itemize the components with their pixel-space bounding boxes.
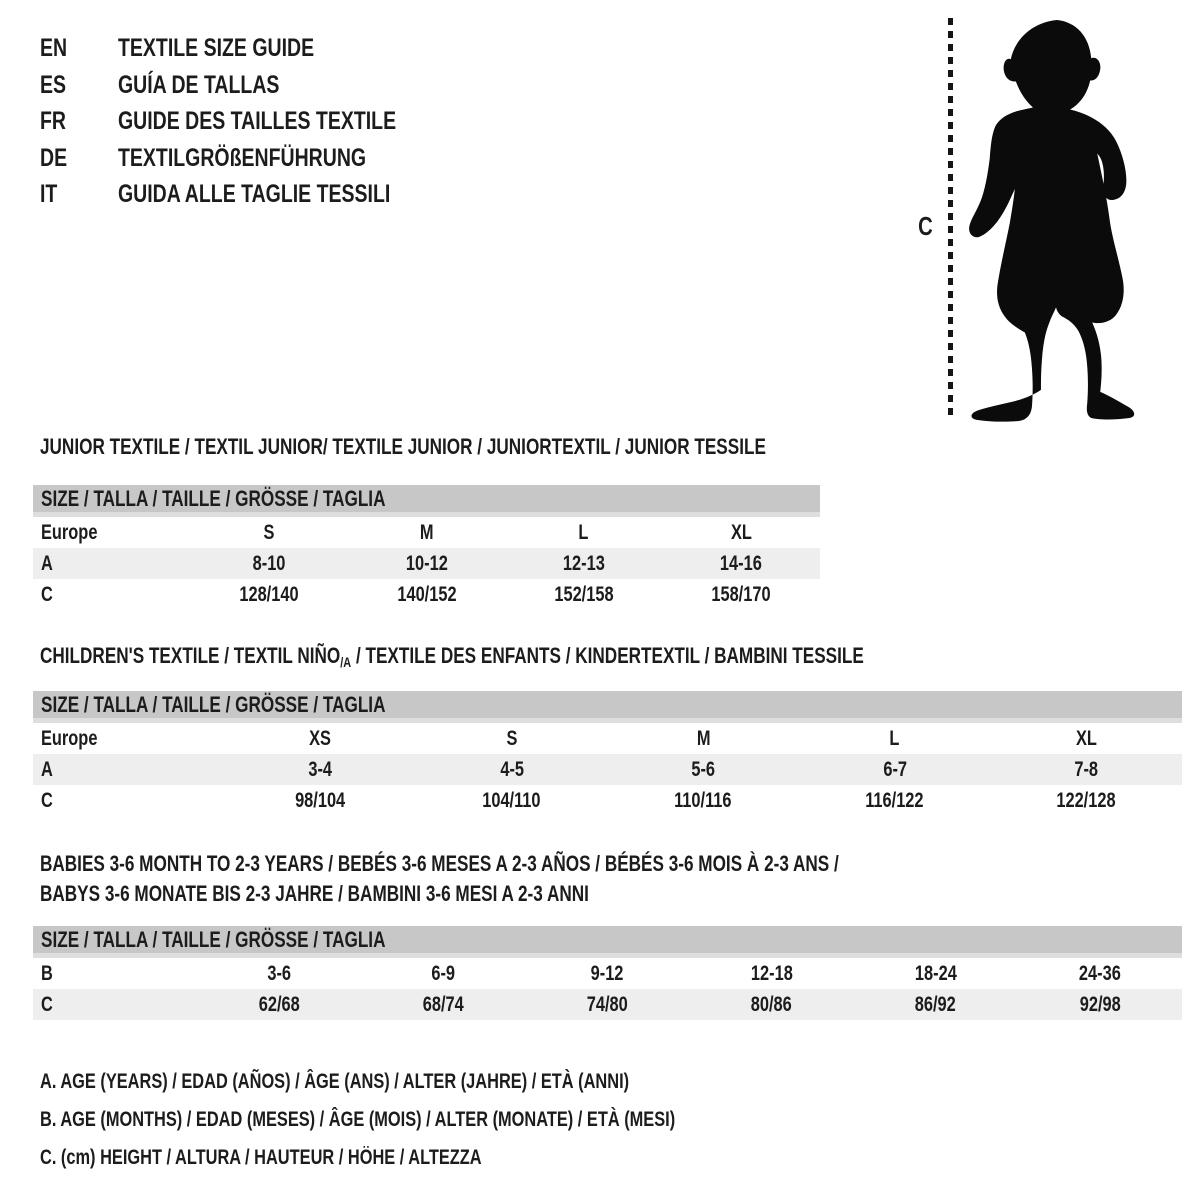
cell: 24-36 [1078, 962, 1121, 985]
lang-code-de: DE [40, 143, 68, 172]
cell: 18-24 [914, 962, 957, 985]
lang-label-it: GUIDA ALLE TAGLIE TESSILI [118, 180, 391, 209]
lang-label-en: TEXTILE SIZE GUIDE [118, 34, 315, 62]
cell: L [578, 521, 589, 544]
cell: 98/104 [295, 789, 346, 812]
cell: 6-9 [431, 962, 456, 985]
lang-label-de: TEXTILGRÖßENFÜHRUNG [118, 143, 367, 172]
cell: 5-6 [608, 754, 800, 785]
table-header-row [33, 926, 1182, 956]
table-row-height [33, 579, 820, 610]
table-row-height [33, 785, 1182, 816]
lang-code-it: IT [40, 180, 58, 209]
lang-row-es [40, 67, 475, 104]
babies-section-title-line2: BABYS 3-6 MONATE BIS 2-3 JAHRE / BAMBINI 3-6 MESI A 2-3 ANNI [40, 881, 589, 906]
cell: 122/128 [1056, 789, 1116, 812]
lang-label-es: GUÍA DE TALLAS [118, 70, 280, 99]
lang-row-fr [40, 103, 475, 140]
cell: 9-12 [591, 962, 624, 985]
row-label-cell: C [41, 789, 53, 812]
cell: 110/116 [674, 789, 732, 812]
legend-line-b: B. AGE (MONTHS) / EDAD (MESES) / ÂGE (MOIS) / ALTER (MONATE) / ETÀ (MESI) [40, 1108, 676, 1131]
nino-a-subscript: /A [340, 654, 352, 670]
cell: 12-18 [750, 962, 793, 985]
table-row-age-years [33, 548, 820, 579]
legend-line-c: C. (cm) HEIGHT / ALTURA / HAUTEUR / HÖHE / ALTEZZA [40, 1146, 482, 1169]
language-title-block [40, 30, 475, 213]
row-label-cell: B [41, 962, 53, 985]
cell: 7-8 [991, 754, 1183, 785]
cell: 62/68 [197, 989, 361, 1020]
size-header-cell: SIZE / TALLA / TAILLE / GRÖSSE / TAGLIA [33, 926, 1182, 956]
cell: 116/122 [865, 789, 924, 812]
cell: 86/92 [854, 989, 1018, 1020]
cell: 12-13 [505, 548, 662, 579]
cell: 8-10 [190, 548, 347, 579]
cell: 128/140 [239, 583, 299, 606]
cell: S [506, 727, 518, 750]
table-row-europe [33, 721, 1182, 755]
cell: L [889, 727, 900, 750]
size-header-cell: SIZE / TALLA / TAILLE / GRÖSSE / TAGLIA [33, 691, 1182, 721]
row-label-cell: A [33, 548, 190, 579]
row-label-cell: A [33, 754, 225, 785]
cell: XL [1075, 727, 1097, 750]
lang-label-fr: GUIDE DES TAILLES TEXTILE [118, 107, 397, 136]
cell: 104/110 [482, 789, 541, 812]
lang-code-es: ES [40, 70, 67, 99]
legend [40, 1063, 854, 1177]
cell: M [419, 521, 434, 544]
lang-code-en: EN [40, 34, 68, 62]
junior-size-table [33, 485, 820, 610]
cell: 6-7 [799, 754, 991, 785]
lang-code-fr: FR [40, 107, 66, 136]
cell: 3-6 [267, 962, 292, 985]
row-label-cell: Europe [41, 521, 98, 544]
table-header-row [33, 485, 820, 515]
cell: 10-12 [348, 548, 505, 579]
cell: 3-4 [225, 754, 417, 785]
babies-section-title-line1: BABIES 3-6 MONTH TO 2-3 YEARS / BEBÉS 3-6 MESES A 2-3 AÑOS / BÉBÉS 3-6 MOIS À 2-3 ANS / [40, 851, 839, 876]
cell: 68/74 [361, 989, 525, 1020]
cell: XL [730, 521, 752, 544]
toddler-silhouette-icon [958, 14, 1142, 426]
row-label-cell: C [41, 583, 53, 606]
size-header-cell: SIZE / TALLA / TAILLE / GRÖSSE / TAGLIA [33, 485, 820, 515]
table-header-row [33, 691, 1182, 721]
table-row-age-months [33, 956, 1182, 990]
table-row-height [33, 989, 1182, 1020]
cell: XS [309, 727, 332, 750]
cell: M [696, 727, 711, 750]
lang-row-it [40, 176, 475, 213]
lang-row-de [40, 140, 475, 177]
cell: 152/158 [554, 583, 614, 606]
children-size-table [33, 691, 1182, 816]
cell: 74/80 [525, 989, 689, 1020]
cell: 140/152 [396, 583, 457, 606]
junior-section-title: JUNIOR TEXTILE / TEXTIL JUNIOR/ TEXTILE JUNIOR / JUNIORTEXTIL / JUNIOR TESSILE [40, 434, 766, 459]
cell: 158/170 [711, 583, 771, 606]
table-row-europe [33, 515, 820, 549]
cell: 14-16 [663, 548, 820, 579]
legend-line-a: A. AGE (YEARS) / EDAD (AÑOS) / ÂGE (ANS) / ALTER (JAHRE) / ETÀ (ANNI) [40, 1070, 630, 1093]
cell: S [263, 521, 275, 544]
height-measure-dashed-line [948, 18, 953, 416]
lang-row-en [40, 30, 475, 67]
row-label-cell: C [33, 989, 197, 1020]
cell: 92/98 [1018, 989, 1182, 1020]
children-section-title: CHILDREN'S TEXTILE / TEXTIL $NIÑO_{/A}$ / TEXTILE DES ENFANTS / KINDERTEXTIL / BAMBINI TESSILE [40, 643, 864, 670]
table-row-age-years [33, 754, 1182, 785]
height-measure-label: C [917, 211, 933, 241]
cell: 4-5 [416, 754, 608, 785]
row-label-cell: Europe [41, 727, 98, 750]
babies-size-table [33, 926, 1182, 1020]
cell: 80/86 [690, 989, 854, 1020]
